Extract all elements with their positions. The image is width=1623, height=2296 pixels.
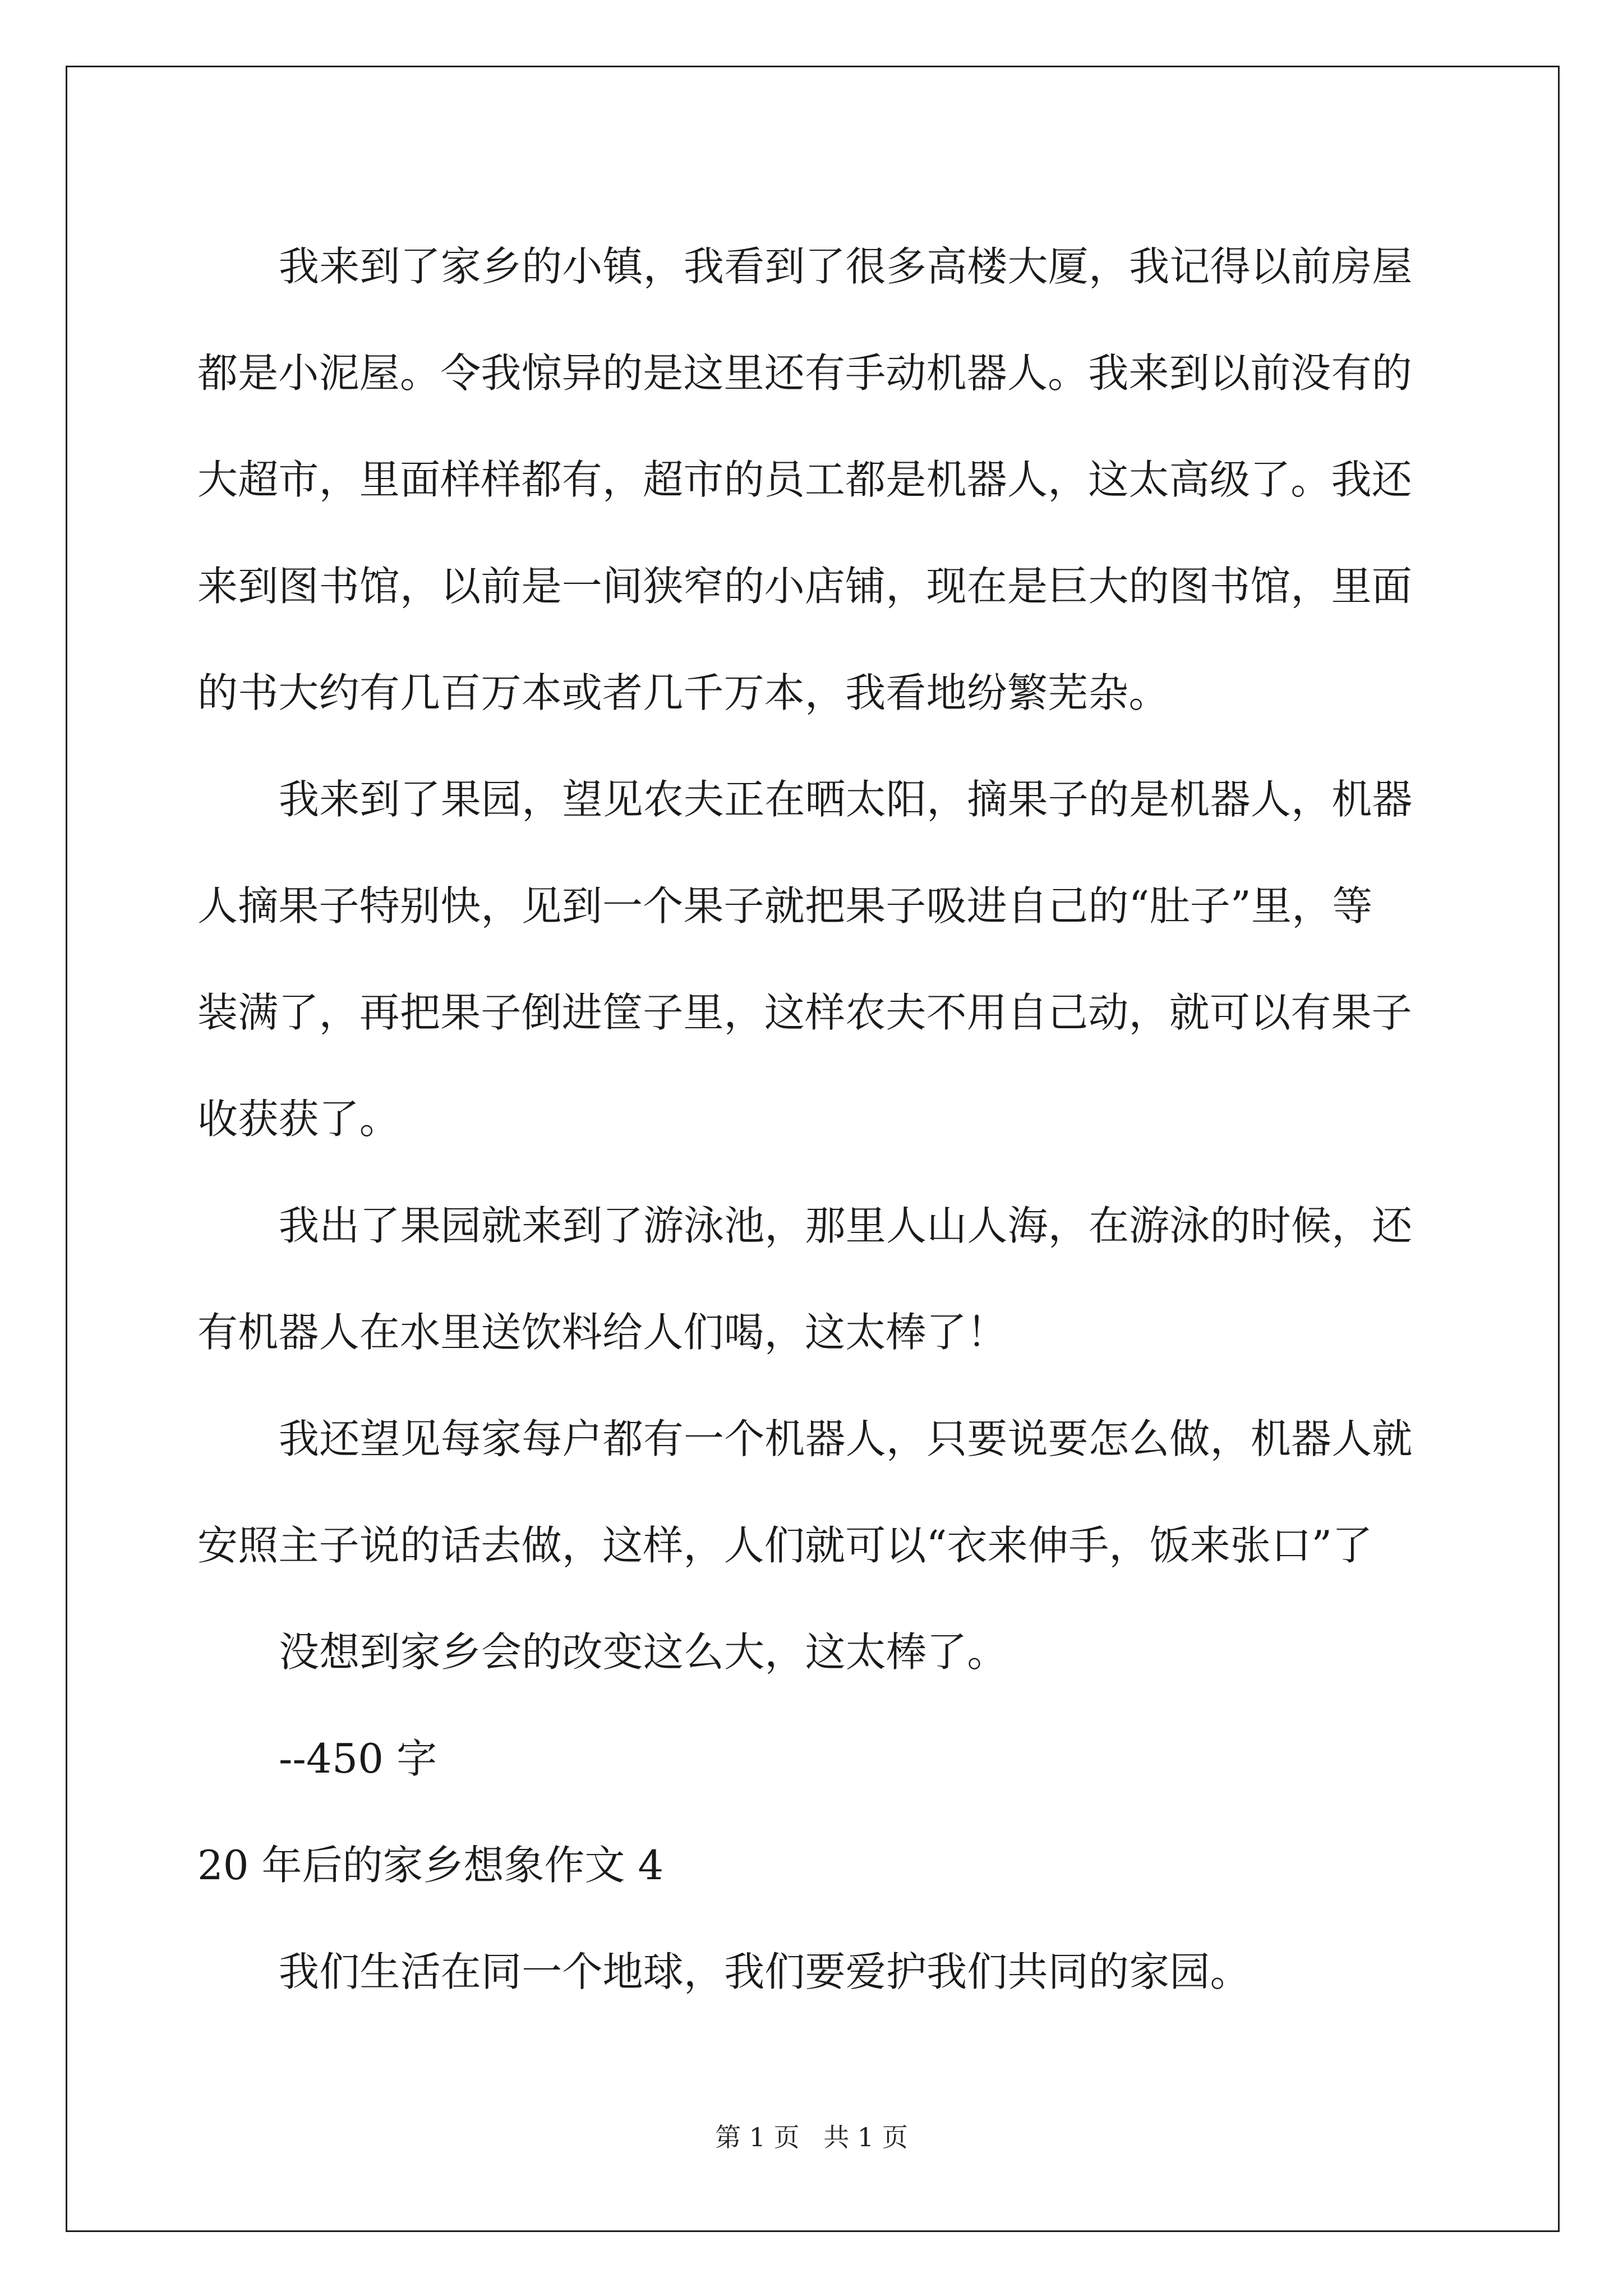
paragraph-3 bbox=[197, 1172, 1426, 1386]
page-number: 第 1 页 bbox=[715, 2122, 800, 2152]
text-line: 我们生活在同一个地球，我们要爱护我们共同的家园。 bbox=[279, 1948, 1251, 1995]
page-total: 共 1 页 bbox=[823, 2122, 908, 2152]
paragraph-4 bbox=[197, 1386, 1426, 1599]
paragraph-6 bbox=[197, 1918, 1426, 2025]
text-line: 我出了果园就来到了游泳池，那里人山人海，在游泳的时候，还 bbox=[279, 1202, 1413, 1249]
word-count bbox=[197, 1705, 1426, 1812]
text-line: 我还望见每家每户都有一个机器人，只要说要怎么做，机器人就 bbox=[279, 1415, 1413, 1462]
text-line: --450 字 bbox=[279, 1735, 437, 1782]
document-body bbox=[197, 213, 1426, 2025]
paragraph-1 bbox=[197, 213, 1426, 746]
text-line: 我来到了果园，望见农夫正在晒太阳，摘果子的是机器人，机器 bbox=[279, 776, 1413, 823]
text-line: 收获获了。 bbox=[197, 1096, 400, 1143]
text-line: 人摘果子特别快，见到一个果子就把果子吸进自己的“肚子”里，等 bbox=[197, 882, 1373, 930]
text-line: 没想到家乡会的改变这么大，这太棒了。 bbox=[279, 1628, 1008, 1676]
section-heading: 20 年后的家乡想象作文 4 bbox=[197, 1842, 664, 1889]
text-line: 安照主子说的话去做，这样，人们就可以“衣来伸手，饭来张口”了 bbox=[197, 1522, 1373, 1569]
text-line: 装满了，再把果子倒进筐子里，这样农夫不用自己动，就可以有果子 bbox=[197, 989, 1413, 1036]
paragraph-5 bbox=[197, 1599, 1426, 1705]
text-line: 的书大约有几百万本或者几千万本，我看地纷繁芜杂。 bbox=[197, 669, 1169, 716]
text-line: 有机器人在水里送饮料给人们喝，这太棒了！ bbox=[197, 1309, 1008, 1356]
paragraph-2 bbox=[197, 746, 1426, 1172]
text-line: 来到图书馆，以前是一间狭窄的小店铺，现在是巨大的图书馆，里面 bbox=[197, 563, 1413, 610]
text-line: 都是小泥屋。令我惊异的是这里还有手动机器人。我来到以前没有的 bbox=[197, 349, 1413, 397]
page-footer bbox=[0, 2120, 1623, 2154]
text-line: 大超市，里面样样都有，超市的员工都是机器人，这太高级了。我还 bbox=[197, 456, 1413, 503]
text-line: 我来到了家乡的小镇，我看到了很多高楼大厦，我记得以前房屋 bbox=[279, 243, 1413, 290]
